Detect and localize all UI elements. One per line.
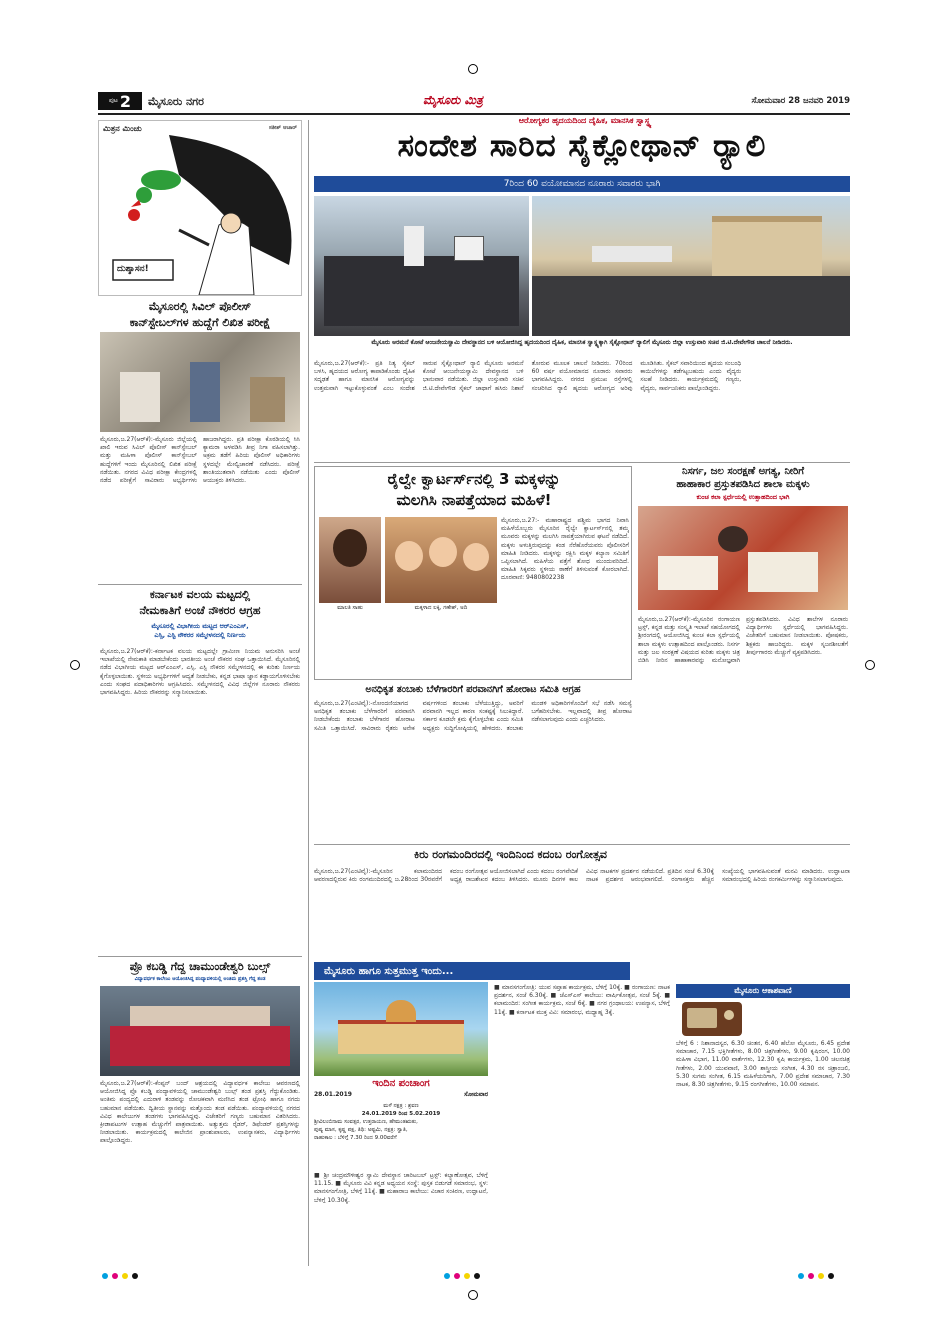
kabaddi-team-photo — [100, 986, 300, 1076]
page-number: 2 — [119, 92, 131, 111]
divider-lead — [314, 462, 850, 463]
nisarga-body: ಮೈಸೂರು,ಜ.27(ಆರ್‌ಕೆ):-ಮೈಸೂರಿನ ರಂಗಾಯಣ ಟ್ರಸ್ಟ್, ಕನ್ನಡ ಮತ್ತು ಸಂಸ್ಕೃತಿ ಇಲಾಖೆ ಸಹಯೋಗದಲ್ಲಿ ಶ್ರೀರಂಗದಲ್ಲಿ ಆಯೋಜಿಸಿದ್ದ ಕುಂಚ ಕಲಾ ಸ್ಪರ್ಧೆಯಲ್ಲಿ ಶಾಲಾ ಮಕ್ಕಳು ಉತ್ಸಾಹದಿಂದ ಪಾಲ್ಗೊಂಡರು. ನಿಸರ್ಗ ಮತ್ತು ಜಲ ಸಂರಕ್ಷಣೆ ವಿಷಯದ ಕುರಿತು ಮಕ್ಕಳು ಚಿತ್ರ ಬಿಡಿಸಿ ನೀರಿನ ಹಾಹಾಕಾರವನ್ನು ಮನೋಜ್ಞವಾಗಿ ಪ್ರಸ್ತುತಪಡಿಸಿದರು. ವಿವಿಧ ಶಾಲೆಗಳ ನೂರಾರು ವಿದ್ಯಾರ್ಥಿಗಳು ಸ್ಪರ್ಧೆಯಲ್ಲಿ ಭಾಗವಹಿಸಿದ್ದರು. ವಿಜೇತರಿಗೆ ಬಹುಮಾನ ನೀಡಲಾಯಿತು. ಪೋಷಕರು, ಶಿಕ್ಷಕರು ಹಾಜರಿದ್ದರು. ಮಕ್ಕಳ ಸೃಜನಶೀಲತೆಗೆ ತೀರ್ಪುಗಾರರು ಮೆಚ್ಚುಗೆ ವ್ಯಕ್ತಪಡಿಸಿದರು. — [638, 616, 848, 665]
lead-subheadline: 7ರಿಂದ 60 ವಯೋಮಾನದ ನೂರಾರು ಸವಾರರು ಭಾಗಿ — [314, 176, 850, 192]
mysuru-today-title: ಮೈಸೂರು ಹಾಗೂ ಸುತ್ತಮುತ್ತ ಇಂದು... — [324, 965, 454, 977]
divider-mid — [314, 844, 850, 845]
panchanga-line-4: ಪುಷ್ಯ ಮಾಸ, ಕೃಷ್ಣ ಪಕ್ಷ, ತಿಥಿ: ಅಷ್ಟಮಿ, ನಕ್ಷತ್ರ: ಸ್ವಾತಿ, — [314, 1127, 408, 1133]
black-dot — [828, 1273, 834, 1279]
cyclothon-flagoff-photo — [314, 196, 529, 336]
magenta-dot — [808, 1273, 814, 1279]
police-body: ಮೈಸೂರು,ಜ.27(ಆರ್‌ಕೆ):-ಮೈಸೂರು ಜಿಲ್ಲೆಯಲ್ಲಿ ಖಾಲಿ ಇರುವ ಸಿವಿಲ್ ಪೊಲೀಸ್ ಕಾನ್‌ಸ್ಟೇಬಲ್ ಮತ್ತು ಮಹಿಳಾ ಪೊಲೀಸ್ ಕಾನ್‌ಸ್ಟೇಬಲ್ ಹುದ್ದೆಗಳಿಗೆ ಇಂದು ಮೈಸೂರಿನಲ್ಲಿ ಲಿಖಿತ ಪರೀಕ್ಷೆ ನಡೆಯಿತು. ನಗರದ ವಿವಿಧ ಪರೀಕ್ಷಾ ಕೇಂದ್ರಗಳಲ್ಲಿ ನಡೆದ ಪರೀಕ್ಷೆಗೆ ಸಾವಿರಾರು ಅಭ್ಯರ್ಥಿಗಳು ಹಾಜರಾಗಿದ್ದರು. ಪ್ರತಿ ಪರೀಕ್ಷಾ ಕೊಠಡಿಯಲ್ಲಿ ಸಿಸಿ ಕ್ಯಾಮರಾ ಅಳವಡಿಸಿ ತೀವ್ರ ನಿಗಾ ವಹಿಸಲಾಗಿತ್ತು. ಅಕ್ರಮ ತಡೆಗೆ ಹಿರಿಯ ಪೊಲೀಸ್ ಅಧಿಕಾರಿಗಳು ಸ್ಥಳದಲ್ಲೇ ಮೇಲ್ವಿಚಾರಣೆ ನಡೆಸಿದರು. ಪರೀಕ್ಷೆ ಶಾಂತಿಯುತವಾಗಿ ನಡೆಯಿತು ಎಂದು ಪೊಲೀಸ್ ಆಯುಕ್ತರು ತಿಳಿಸಿದರು. — [100, 436, 300, 485]
registration-mark-bottom — [468, 1290, 478, 1300]
mysore-palace-photo — [314, 982, 488, 1076]
color-bar-center — [444, 1273, 480, 1279]
cyan-dot — [444, 1273, 450, 1279]
divider-left-1 — [98, 584, 302, 585]
yellow-dot — [818, 1273, 824, 1279]
radio-body: ಬೆಳಿಗ್ಗೆ 6 : ನಿಶಾನಾದಸ್ವರ, 6.30 ಚಿಂತನ, 6.40 ಹೆಲೋ ಮೈಸೂರು, 6.45 ಪ್ರದೇಶ ಸಮಾಚಾರ, 7.15 ಭಕ್ತಿಗೀತೆಗಳು, 8.00 ಚಿತ್ರಗೀತೆಗಳು, 9.00 ಕೃಷಿರಂಗ, 10.00 ಮಹಿಳಾ ವಿಭಾಗ, 11.00 ವಾರ್ತೆಗಳು, 12.30 ಕೃಷಿ ಕಾರ್ಯಕ್ರಮ, 1.00 ಚಲನಚಿತ್ರ ಗೀತೆಗಳು, 2.00 ಯುವವಾಣಿ, 3.00 ಶಾಸ್ತ್ರೀಯ ಸಂಗೀತ, 4.30 ರಸ ಚಿತ್ರಾಂಜಲಿ, 5.30 ಸುಗಮ ಸಂಗೀತ, 6.15 ಮಹಿಳೆಯರಿಗಾಗಿ, 7.00 ಪ್ರದೇಶ ಸಮಾಚಾರ, 7.30 ನಾಟಕ, 8.30 ಚಿತ್ರಗೀತೆಗಳು, 9.15 ರಂಗಗೀತೆಗಳು, 10.00 ಸಮಾಪನ. — [676, 1040, 850, 1089]
kabaddi-story — [98, 960, 302, 1266]
railway-story — [314, 466, 632, 680]
kiru-body: ಮೈಸೂರು,ಜ.27(ಎಂಟಿವೈ):-ಮೈಸೂರಿನ ಕಲಾಮಂದಿರದ ಆವರಣದಲ್ಲಿರುವ ಕಿರು ರಂಗಮಂದಿರದಲ್ಲಿ ಜ.28ರಿಂದ 30ರವರೆಗೆ ಕದಂಬ ರಂಗೋತ್ಸವ ಆಯೋಜಿಸಲಾಗಿದೆ ಎಂದು ಕದಂಬ ರಂಗವೇದಿಕೆ ಅಧ್ಯಕ್ಷ ರಾಜಶೇಖರ ಕದಂಬ ತಿಳಿಸಿದರು. ಮೂರು ದಿನಗಳ ಕಾಲ ವಿವಿಧ ನಾಟಕಗಳ ಪ್ರದರ್ಶನ ನಡೆಯಲಿದೆ. ಪ್ರತಿದಿನ ಸಂಜೆ 6.30ಕ್ಕೆ ನಾಟಕ ಪ್ರದರ್ಶನ ಆರಂಭವಾಗಲಿದೆ. ರಂಗಾಸಕ್ತರು ಹೆಚ್ಚಿನ ಸಂಖ್ಯೆಯಲ್ಲಿ ಭಾಗವಹಿಸುವಂತೆ ಮನವಿ ಮಾಡಿದರು. ಉದ್ಘಾಟನಾ ಸಮಾರಂಭದಲ್ಲಿ ಹಿರಿಯ ರಂಗಕರ್ಮಿಗಳನ್ನು ಸನ್ಮಾನಿಸಲಾಗುವುದು. — [314, 868, 850, 884]
railway-body: ಮೈಸೂರು,ಜ.27:- ಮಹಾರಾಷ್ಟ್ರದ ಪಶ್ಚಿಮ ಭಾಗದ ನಿವಾಸಿ ಮಹಿಳೆಯೊಬ್ಬರು ಮೈಸೂರಿನ ರೈಲ್ವೇ ಕ್ವಾರ್ಟರ್ಸ್‌ನಲ್ಲಿ ತಮ್ಮ ಮೂವರು ಮಕ್ಕಳನ್ನು ಮಲಗಿಸಿ ನಾಪತ್ತೆಯಾಗಿರುವ ಘಟನೆ ನಡೆದಿದೆ. ಮಕ್ಕಳು ಅಳುತ್ತಿರುವುದನ್ನು ಕಂಡ ನೆರೆಹೊರೆಯವರು ಪೊಲೀಸರಿಗೆ ಮಾಹಿತಿ ನೀಡಿದರು. ಮಕ್ಕಳನ್ನು ರಕ್ಷಿಸಿ ಮಕ್ಕಳ ಕಲ್ಯಾಣ ಸಮಿತಿಗೆ ಒಪ್ಪಿಸಲಾಗಿದೆ. ಮಹಿಳೆಯ ಪತ್ತೆಗೆ ಶೋಧ ಮುಂದುವರಿದಿದೆ. ಮಾಹಿತಿ ಸಿಕ್ಕವರು ಸ್ಥಳೀಯ ಠಾಣೆಗೆ ತಿಳಿಸುವಂತೆ ಕೋರಲಾಗಿದೆ. ದೂರವಾಣಿ: 9480802238 — [501, 517, 629, 582]
page-header — [98, 92, 850, 112]
registration-mark-top — [468, 64, 478, 74]
lead-body: ಮೈಸೂರು,ಜ.27(ಆರ್‌ಕೆ):- ಪ್ರತಿ ನಿತ್ಯ ಸೈಕಲ್ ಬಳಸಿ, ಹೃದಯದ ಆರೋಗ್ಯ ಕಾಪಾಡಿಕೊಂಡು ದೈಹಿಕ ಸದೃಢತೆ ಹಾಗೂ ಮಾನಸಿಕ ಆರೋಗ್ಯವನ್ನು ಉತ್ತಮವಾಗಿ ಇಟ್ಟುಕೊಳ್ಳುವಂತೆ ಎಂಬ ಸಂದೇಶ ಸಾರುವ ಸೈಕ್ಲೋಥಾನ್ ರ‍್ಯಾಲಿ ಮೈಸೂರು ಅರಮನೆ ಕೋಟೆ ಆಂಜನೇಯಸ್ವಾಮಿ ದೇವಸ್ಥಾನದ ಬಳಿ ಭಾನುವಾರ ನಡೆಯಿತು. ಜಿಲ್ಲಾ ಉಸ್ತುವಾರಿ ಸಚಿವ ಜಿ.ಟಿ.ದೇವೇಗೌಡ ಸೈಕಲ್ ಜಾಥಾಗೆ ಹಸಿರು ನಿಶಾನೆ ತೋರುವ ಮೂಲಕ ಚಾಲನೆ ನೀಡಿದರು. 70ರಿಂದ 60 ವರ್ಷ ವಯೋಮಾನದ ನೂರಾರು ಸವಾರರು ಭಾಗವಹಿಸಿದ್ದರು. ನಗರದ ಪ್ರಮುಖ ರಸ್ತೆಗಳಲ್ಲಿ ಸಂಚರಿಸಿದ ರ‍್ಯಾಲಿ ಹೃದಯ ಆರೋಗ್ಯದ ಅರಿವು ಮೂಡಿಸಿತು. ಸೈಕಲ್ ಸವಾರಿಯಿಂದ ಹೃದಯ ಸಂಬಂಧಿ ಕಾಯಿಲೆಗಳನ್ನು ತಡೆಗಟ್ಟಬಹುದು ಎಂದು ವೈದ್ಯರು ಸಲಹೆ ನೀಡಿದರು. ಕಾರ್ಯಕ್ರಮದಲ್ಲಿ ಗಣ್ಯರು, ವೈದ್ಯರು, ಸಾರ್ವಜನಿಕರು ಪಾಲ್ಗೊಂಡಿದ್ದರು. — [314, 360, 742, 392]
panchanga-box — [314, 1078, 488, 1170]
color-bar-right — [798, 1273, 834, 1279]
cartoon-box — [98, 120, 302, 296]
yellow-dot — [122, 1273, 128, 1279]
panchanga-date: 28.01.2019 — [314, 1091, 352, 1098]
kabaddi-sub: ವಿದ್ಯಾವರ್ಧಕ ಕಾಲೇಜು ಆಯೋಜಿಸಿದ್ದ ಪಂದ್ಯಾವಳಿಯಲ್ಲಿ ಅಂತಿಮ ಪ್ರಶಸ್ತಿ ಗೆದ್ದ ತಂಡ — [134, 976, 266, 982]
yellow-dot — [464, 1273, 470, 1279]
kabaddi-headline: ಪ್ರೊ ಕಬಡ್ಡಿ ಗೆದ್ದ ಚಾಮುಂಡೇಶ್ವರಿ ಬುಲ್ಸ್ — [129, 960, 271, 973]
red-flower — [128, 209, 140, 221]
cyan-dot — [798, 1273, 804, 1279]
radio-set-icon — [682, 1002, 742, 1036]
radio-box — [676, 984, 850, 1266]
police-headline-1: ಮೈಸೂರಲ್ಲಿ ಸಿವಿಲ್ ಪೊಲೀಸ್ — [148, 300, 252, 313]
panchanga-line-3: ಶ್ರೀವಿಲಂಬಿನಾಮ ಸಂವತ್ಸರ, ಉತ್ತರಾಯಣ, ಹೇಮಂತಋತು, — [314, 1119, 418, 1125]
registration-mark-left — [70, 660, 80, 670]
panchanga-day: ಸೋಮವಾರ — [464, 1091, 488, 1098]
masthead: ಮೈಸೂರು ಮಿತ್ರ — [423, 93, 483, 107]
railway-headline-2: ಮಲಗಿಸಿ ನಾಪತ್ತೆಯಾದ ಮಹಿಳೆ! — [396, 491, 552, 509]
panchanga-title: ಇಂದಿನ ಪಂಚಾಂಗ — [372, 1078, 430, 1089]
lead-headline: ಸಂದೇಶ ಸಾರಿದ ಸೈಕ್ಲೋಥಾನ್ ರ‍್ಯಾಲಿ — [397, 128, 767, 164]
jobs-body: ಮೈಸೂರು,ಜ.27(ಆರ್‌ಕೆ):-ಕರ್ನಾಟಕ ವಲಯ ಮಟ್ಟದಲ್ಲೇ ಗ್ರಾಮೀಣ ನಿಯಮ ಅನುಸರಿಸಿ ಅಂಚೆ ಇಲಾಖೆಯಲ್ಲಿ ನೇಮಕಾತಿ ಮಾಡಬೇಕೆಂದು ಭಾರತೀಯ ಅಂಚೆ ನೌಕರರ ಸಂಘ ಒತ್ತಾಯಿಸಿದೆ. ಮೈಸೂರಿನಲ್ಲಿ ನಡೆದ ವಿಭಾಗೀಯ ಮಟ್ಟದ ಆರ್‌ಎಂಎಸ್, ಎಸ್ಸಿ, ಎಸ್ಟಿ ನೌಕರರ ಸಮ್ಮೇಳನದಲ್ಲಿ ಈ ಕುರಿತು ನಿರ್ಣಯ ಕೈಗೊಳ್ಳಲಾಯಿತು. ಸ್ಥಳೀಯ ಅಭ್ಯರ್ಥಿಗಳಿಗೆ ಆದ್ಯತೆ ನೀಡಬೇಕು, ಕನ್ನಡ ಭಾಷಾ ಜ್ಞಾನ ಕಡ್ಡಾಯಗೊಳಿಸಬೇಕು ಎಂದು ಸಂಘದ ಪದಾಧಿಕಾರಿಗಳು ಆಗ್ರಹಿಸಿದರು. ಸಮ್ಮೇಳನದಲ್ಲಿ ವಿವಿಧ ಜಿಲ್ಲೆಗಳ ನೂರಾರು ನೌಕರರು ಭಾಗವಹಿಸಿದ್ದರು. ಹಿರಿಯ ನೌಕರರನ್ನು ಸನ್ಮಾನಿಸಲಾಯಿತು. — [100, 648, 300, 697]
cartoon-title: ಮಿತ್ರನ ಮಿಂಚು — [103, 124, 142, 133]
events-column-1: ■ ಶ್ರೀ ಚಂದ್ರಮೌಳೀಶ್ವರ ಸ್ವಾಮಿ ದೇವಸ್ಥಾನ ಚಾರಿಟಬಲ್ ಟ್ರಸ್ಟ್: ಕಲ್ಯಾಣೋತ್ಸವ, ಬೆಳಿಗ್ಗೆ 11.15. ■ ಮೈಸೂರು ವಿವಿ ಕನ್ನಡ ಅಧ್ಯಯನ ಸಂಸ್ಥೆ: ಪುಸ್ತಕ ಬಿಡುಗಡೆ ಸಮಾರಂಭ, ಸ್ಥಳ: ಮಾನಸಗಂಗೋತ್ರಿ, ಬೆಳಿಗ್ಗೆ 11ಕ್ಕೆ. ■ ಮಹಾರಾಜ ಕಾಲೇಜು: ವಿಚಾರ ಸಂಕಿರಣ, ಉದ್ಘಾಟನೆ, ಬೆಳಿಗ್ಗೆ 10.30ಕ್ಕೆ. — [314, 1172, 488, 1204]
jobs-headline-2: ನೇಮಕಾತಿಗೆ ಅಂಚೆ ನೌಕರರ ಆಗ್ರಹ — [139, 604, 261, 617]
lead-kicker: ಆರೋಗ್ಯಕರ ಹೃದಯದಿಂದ ದೈಹಿಕ, ಮಾನಸಿಕ ಸ್ವಾಸ್ಥ್ಯ — [518, 116, 652, 125]
cartoon-artist: ಸತೀಶ್ ಆಚಾರ್ — [268, 125, 297, 131]
kiru-headline: ಕಿರು ರಂಗಮಂದಿರದಲ್ಲಿ ಇಂದಿನಿಂದ ಕದಂಬ ರಂಗೋತ್ಸವ — [414, 848, 607, 861]
police-story — [98, 300, 302, 582]
parrot-body — [141, 170, 181, 190]
magenta-dot — [112, 1273, 118, 1279]
cartoon-speech: ದುಶ್ಶಾಸನ! — [117, 264, 149, 274]
jobs-sub-1: ಮೈಸೂರಲ್ಲಿ ವಿಭಾಗೀಯ ಮಟ್ಟದ ಆರ್‌ಎಂಎಸ್, — [151, 622, 249, 630]
radio-title: ಮೈಸೂರು ಆಕಾಶವಾಣಿ — [676, 984, 850, 998]
panchanga-line-1: ಮಳೆ ನಕ್ಷತ್ರ : ಶ್ರವಣ — [383, 1103, 419, 1109]
mysuru-today-banner — [314, 962, 630, 980]
exam-hall-photo — [100, 332, 300, 432]
pointing-arm — [179, 230, 209, 245]
tobacco-body: ಮೈಸೂರು,ಜ.27(ಎಂಟಿವೈ):-ನೋಂದಣಿಯಾಗದ ಅನಧಿಕೃತ ತಂಬಾಕು ಬೆಳೆಗಾರರಿಗೆ ಪರವಾನಗಿ ನೀಡಬೇಕೆಂದು ತಂಬಾಕು ಬೆಳೆಗಾರರ ಹೋರಾಟ ಸಮಿತಿ ಒತ್ತಾಯಿಸಿದೆ. ಸಾವಿರಾರು ರೈತರು ಅನೇಕ ವರ್ಷಗಳಿಂದ ತಂಬಾಕು ಬೆಳೆಯುತ್ತಿದ್ದು, ಅವರಿಗೆ ಪರವಾನಗಿ ಇಲ್ಲದ ಕಾರಣ ಸಂಕಷ್ಟಕ್ಕೆ ಸಿಲುಕಿದ್ದಾರೆ. ಸರ್ಕಾರ ಕೂಡಲೇ ಕ್ರಮ ಕೈಗೊಳ್ಳಬೇಕು ಎಂದು ಸಮಿತಿ ಅಧ್ಯಕ್ಷರು ಸುದ್ದಿಗೋಷ್ಠಿಯಲ್ಲಿ ಹೇಳಿದರು. ತಂಬಾಕು ಮಂಡಳಿ ಅಧಿಕಾರಿಗಳೊಂದಿಗೆ ಸಭೆ ನಡೆಸಿ ಸಮಸ್ಯೆ ಬಗೆಹರಿಸಬೇಕು. ಇಲ್ಲವಾದಲ್ಲಿ ತೀವ್ರ ಹೋರಾಟ ನಡೆಸಲಾಗುವುದು ಎಂದು ಎಚ್ಚರಿಸಿದರು. — [314, 700, 632, 732]
nisarga-sub: ಕುಂಚ ಕಲಾ ಸ್ಪರ್ಧೆಯಲ್ಲಿ ಉತ್ಸಾಹದಿಂದ ಭಾಗಿ — [696, 493, 790, 501]
railway-headline-1: ರೈಲ್ವೇ ಕ್ವಾರ್ಟರ್ಸ್‌ನಲ್ಲಿ 3 ಮಕ್ಕಳನ್ನು — [387, 470, 561, 488]
tobacco-headline: ಅನಧಿಕೃತ ತಂಬಾಕು ಬೆಳೆಗಾರರಿಗೆ ಪರವಾನಗಿಗೆ ಹೋರಾಟ ಸಮಿತಿ ಆಗ್ರಹ — [365, 684, 581, 695]
newspaper-page — [98, 92, 850, 1270]
children-photo — [385, 517, 497, 603]
cyan-dot — [102, 1273, 108, 1279]
woman-photo — [319, 517, 381, 603]
kabaddi-body: ಮೈಸೂರು,ಜ.27(ಆರ್‌ಕೆ):-ಕೆಂಪ್ಟನ್ ಬಂದ್ ಆಶ್ರಯದಲ್ಲಿ ವಿದ್ಯಾವರ್ಧಕ ಕಾಲೇಜು ಆವರಣದಲ್ಲಿ ಆಯೋಜಿಸಿದ್ದ ಪ್ರೊ ಕಬಡ್ಡಿ ಪಂದ್ಯಾವಳಿಯಲ್ಲಿ ಚಾಮುಂಡೇಶ್ವರಿ ಬುಲ್ಸ್ ತಂಡ ಪ್ರಶಸ್ತಿ ಗೆದ್ದುಕೊಂಡಿತು. ಅಂತಿಮ ಪಂದ್ಯದಲ್ಲಿ ಎದುರಾಳಿ ತಂಡವನ್ನು ರೋಚಕವಾಗಿ ಮಣಿಸಿದ ತಂಡ ಟ್ರೋಫಿ ಹಾಗೂ ನಗದು ಬಹುಮಾನ ಪಡೆಯಿತು. ದ್ವಿತೀಯ ಸ್ಥಾನವನ್ನು ಮತ್ತೊಂದು ತಂಡ ಪಡೆಯಿತು. ಪಂದ್ಯಾವಳಿಯಲ್ಲಿ ನಗರದ ವಿವಿಧ ಕಾಲೇಜುಗಳ ತಂಡಗಳು ಭಾಗವಹಿಸಿದ್ದವು. ವಿಜೇತರಿಗೆ ಗಣ್ಯರು ಬಹುಮಾನ ವಿತರಿಸಿದರು. ಕ್ರೀಡಾಪಟುಗಳ ಉತ್ಸಾಹ ಮೆಚ್ಚುಗೆಗೆ ಪಾತ್ರವಾಯಿತು. ಅತ್ಯುತ್ತಮ ರೈಡರ್, ಡಿಫೆಂಡರ್ ಪ್ರಶಸ್ತಿಗಳನ್ನು ನೀಡಲಾಯಿತು. ಕಾರ್ಯಕ್ರಮದಲ್ಲಿ ಕಾಲೇಜಿನ ಪ್ರಾಂಶುಪಾಲರು, ಉಪನ್ಯಾಸಕರು, ವಿದ್ಯಾರ್ಥಿಗಳು ಪಾಲ್ಗೊಂಡಿದ್ದರು. — [100, 1080, 300, 1145]
children-painting-photo — [638, 506, 848, 610]
panchanga-line-5: ರಾಹುಕಾಲ : ಬೆಳಿಗ್ಗೆ 7.30 ರಿಂದ 9.00ವರೆಗೆ — [314, 1135, 397, 1141]
politician-head — [221, 213, 241, 233]
registration-mark-right — [865, 660, 875, 670]
police-headline-2: ಕಾನ್‌ಸ್ಟೇಬಲ್‌ಗಳ ಹುದ್ದೆಗೆ ಲಿಖಿತ ಪರೀಕ್ಷೆ — [129, 316, 271, 329]
woman-caption: ಮಾಲತಿ ಸಾಹು — [337, 605, 363, 611]
panchanga-line-2: 24.01.2019 ರಿಂದ 5.02.2019 — [361, 1111, 441, 1117]
children-caption: ಮಕ್ಕಳಾದ ಲಕ್ಕಿ, ಗಣೇಶ್, ಅದಿ — [414, 605, 468, 611]
black-dot — [474, 1273, 480, 1279]
lead-caption: ಮೈಸೂರು ಅರಮನೆ ಕೋಟೆ ಆಂಜನೇಯಸ್ವಾಮಿ ದೇವಸ್ಥಾನದ ಬಳಿ ಆಯೋಜಿಸಿದ್ದ ಹೃದಯದಿಂದ ದೈಹಿಕ, ಮಾನಸಿಕ ಸ್ವಾಸ್ಥ್ಯಕ್ಕಾಗಿ ಸೈಕ್ಲೋಥಾನ್ ರ‍್ಯಾಲಿಗೆ ಮೈಸೂರು ಜಿಲ್ಲಾ ಉಸ್ತುವಾರಿ ಸಚಿವ ಜಿ.ಟಿ.ದೇವೇಗೌಡ ಚಾಲನೆ ನೀಡಿದರು. — [371, 339, 793, 346]
cyclothon-palace-photo — [532, 196, 850, 336]
nisarga-headline-1: ನಿಸರ್ಗ, ಜಲ ಸಂರಕ್ಷಣೆ ಅಗತ್ಯ, ನೀರಿಗೆ — [681, 466, 805, 477]
header-rule — [98, 113, 850, 115]
black-dot — [132, 1273, 138, 1279]
divider-left-2 — [98, 956, 302, 957]
nisarga-story — [636, 466, 850, 842]
column-divider-left — [308, 120, 309, 1266]
jobs-sub-2: ಎಸ್ಸಿ, ಎಸ್ಟಿ ನೌಕರರ ಸಮ್ಮೇಳನದಲ್ಲಿ ನಿರ್ಣಯ — [154, 631, 246, 639]
nisarga-headline-2: ಹಾಹಾಕಾರ ಪ್ರಸ್ತುತಪಡಿಸಿದ ಶಾಲಾ ಮಕ್ಕಳು — [676, 479, 810, 490]
color-bar-left — [102, 1273, 138, 1279]
tobacco-story — [314, 684, 632, 842]
page-number-badge — [98, 92, 142, 110]
section-title: ಮೈಸೂರು ನಗರ — [148, 95, 204, 108]
issue-date: ಸೋಮವಾರ 28 ಜನವರಿ 2019 — [751, 96, 850, 106]
kiru-story — [314, 848, 850, 958]
magenta-dot — [454, 1273, 460, 1279]
page-label: ಪುಟ — [109, 97, 118, 104]
karnataka-jobs-story — [98, 588, 302, 953]
events-column-2: ■ ಮಾನಸಗಂಗೋತ್ರಿ: ಯುವ ಸಪ್ತಾಹ ಕಾರ್ಯಕ್ರಮ, ಬೆಳಿಗ್ಗೆ 10ಕ್ಕೆ. ■ ರಂಗಾಯಣ: ನಾಟಕ ಪ್ರದರ್ಶನ, ಸಂಜೆ 6.30ಕ್ಕೆ. ■ ಜೆಎಸ್‌ಎಸ್ ಕಾಲೇಜು: ವಾರ್ಷಿಕೋತ್ಸವ, ಸಂಜೆ 5ಕ್ಕೆ. ■ ಕಲಾಮಂದಿರ: ಸಂಗೀತ ಕಾರ್ಯಕ್ರಮ, ಸಂಜೆ 6ಕ್ಕೆ. ■ ನಗರ ಗ್ರಂಥಾಲಯ: ಉಪನ್ಯಾಸ, ಬೆಳಿಗ್ಗೆ 11ಕ್ಕೆ. ■ ಕರ್ನಾಟಕ ಮುಕ್ತ ವಿವಿ: ಸಮಾರಂಭ, ಮಧ್ಯಾಹ್ನ 3ಕ್ಕೆ. — [494, 984, 670, 1016]
jobs-headline-1: ಕರ್ನಾಟಕ ವಲಯ ಮಟ್ಟದಲ್ಲಿ — [149, 588, 251, 601]
